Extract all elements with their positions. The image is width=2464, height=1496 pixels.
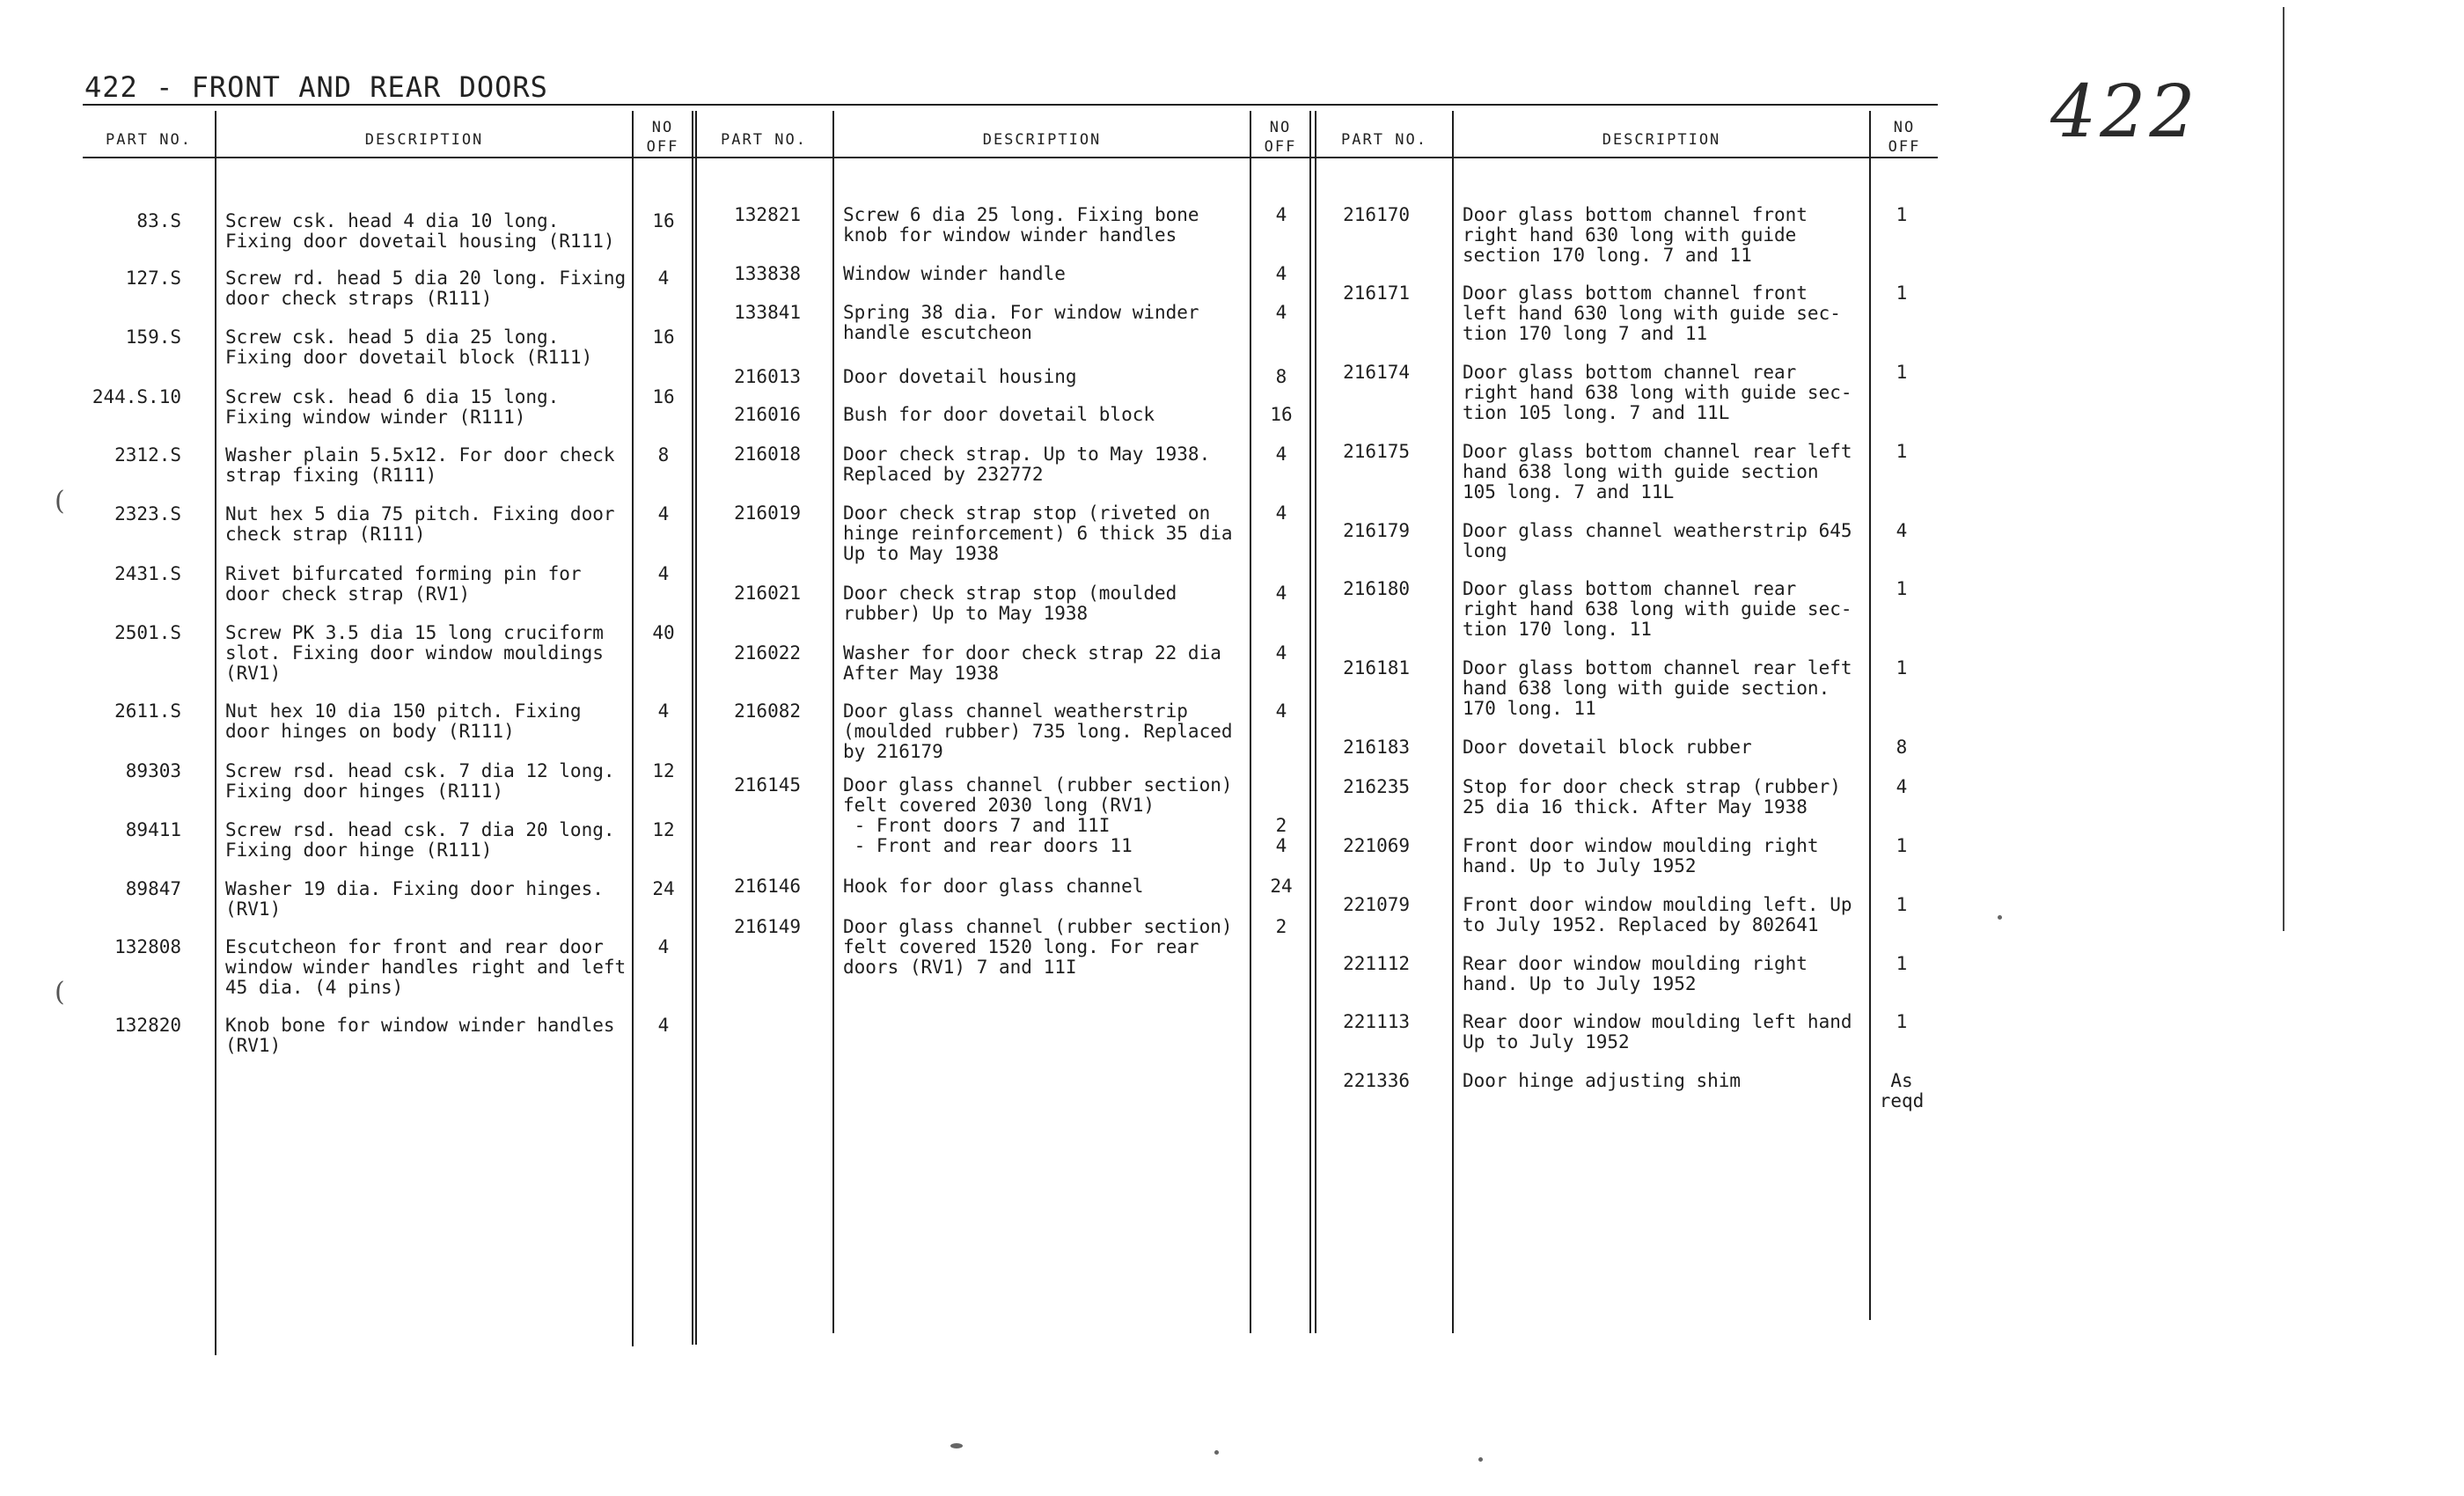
part-number: 216019 bbox=[734, 502, 801, 524]
quantity: 1 bbox=[1896, 953, 1908, 974]
quantity: 4 bbox=[657, 1015, 670, 1036]
quantity: 4 bbox=[657, 936, 670, 957]
part-description: Stop for door check strap (rubber) bbox=[1463, 776, 1841, 797]
part-description: hand. Up to July 1952 bbox=[1463, 973, 1697, 994]
part-description: section 170 long. 7 and 11 bbox=[1463, 245, 1752, 266]
part-description: Spring 38 dia. For window winder bbox=[843, 302, 1199, 323]
part-description: tion 170 long. 11 bbox=[1463, 619, 1652, 640]
part-description: Fixing window winder (R111) bbox=[225, 407, 526, 428]
part-description: Fixing door hinges (R111) bbox=[225, 781, 504, 802]
part-description: door check strap (RV1) bbox=[225, 583, 471, 605]
quantity: 4 bbox=[1896, 520, 1908, 541]
part-description: - Front doors 7 and 11I bbox=[843, 815, 1111, 836]
handwritten-page-number: 422 bbox=[2050, 70, 2199, 154]
part-description: Screw csk. head 6 dia 15 long. bbox=[225, 386, 560, 407]
part-description: - Front and rear doors 11 bbox=[843, 835, 1133, 856]
quantity: 1 bbox=[1896, 1011, 1908, 1032]
part-number: 83.S bbox=[136, 210, 181, 231]
quantity: 16 bbox=[1270, 404, 1293, 425]
column-divider bbox=[1452, 111, 1454, 1333]
quantity: 1 bbox=[1896, 441, 1908, 462]
quantity: 40 bbox=[652, 622, 675, 643]
header-no-off: OFF bbox=[1264, 138, 1297, 156]
quantity: 4 bbox=[1275, 302, 1287, 323]
part-description: (RV1) bbox=[225, 1035, 282, 1056]
column-divider bbox=[1315, 111, 1316, 1333]
part-description: Washer 19 dia. Fixing door hinges. bbox=[225, 878, 604, 899]
part-description: Door glass bottom channel rear left bbox=[1463, 441, 1852, 462]
quantity: 1 bbox=[1896, 204, 1908, 225]
quantity: 8 bbox=[657, 444, 670, 466]
scan-speck bbox=[1214, 1450, 1219, 1455]
part-number: 133841 bbox=[734, 302, 801, 323]
part-description: Window winder handle bbox=[843, 263, 1066, 284]
part-description: felt covered 1520 long. For rear bbox=[843, 936, 1199, 957]
part-description: Door glass channel (rubber section) bbox=[843, 916, 1233, 937]
part-description: Rivet bifurcated forming pin for bbox=[225, 563, 582, 584]
part-description: handle escutcheon bbox=[843, 322, 1032, 343]
part-number: 216146 bbox=[734, 876, 801, 897]
part-number: 89303 bbox=[125, 760, 181, 781]
part-description: Screw rsd. head csk. 7 dia 20 long. bbox=[225, 819, 615, 840]
page-edge-line bbox=[2283, 7, 2284, 931]
quantity: reqd bbox=[1879, 1090, 1925, 1111]
header-rule bbox=[83, 157, 1938, 158]
quantity: 12 bbox=[652, 819, 675, 840]
page-title: 422 - FRONT AND REAR DOORS bbox=[84, 70, 548, 104]
part-description: 25 dia 16 thick. After May 1938 bbox=[1463, 796, 1808, 818]
column-divider bbox=[1250, 111, 1251, 1333]
quantity: 4 bbox=[1896, 776, 1908, 797]
part-description: Rear door window moulding left hand bbox=[1463, 1011, 1852, 1032]
part-number: 132820 bbox=[114, 1015, 181, 1036]
part-description: window winder handles right and left bbox=[225, 957, 627, 978]
part-description: Nut hex 5 dia 75 pitch. Fixing door bbox=[225, 503, 615, 524]
quantity: 1 bbox=[1896, 282, 1908, 304]
header-no-off: OFF bbox=[1888, 138, 1921, 156]
part-number: 216235 bbox=[1343, 776, 1410, 797]
part-number: 221113 bbox=[1343, 1011, 1410, 1032]
part-description: Door dovetail housing bbox=[843, 366, 1077, 387]
header-no-off: NO bbox=[1893, 119, 1916, 136]
part-number: 216013 bbox=[734, 366, 801, 387]
part-number: 216082 bbox=[734, 700, 801, 722]
part-description: doors (RV1) 7 and 11I bbox=[843, 957, 1077, 978]
scan-speck bbox=[1998, 915, 2002, 920]
part-description: check strap (R111) bbox=[225, 524, 426, 545]
quantity: 16 bbox=[652, 386, 675, 407]
quantity: 1 bbox=[1896, 835, 1908, 856]
quantity: As bbox=[1890, 1070, 1913, 1091]
column-divider bbox=[692, 111, 693, 1345]
part-description: to July 1952. Replaced by 802641 bbox=[1463, 914, 1819, 935]
scan-mark: ( bbox=[55, 486, 65, 517]
header-description: DESCRIPTION bbox=[364, 131, 484, 149]
part-description: Bush for door dovetail block bbox=[843, 404, 1155, 425]
part-number: 216171 bbox=[1343, 282, 1410, 304]
quantity: 2 bbox=[1275, 916, 1287, 937]
quantity: 16 bbox=[652, 210, 675, 231]
quantity: 8 bbox=[1275, 366, 1287, 387]
quantity: 4 bbox=[657, 563, 670, 584]
part-description: Screw rsd. head csk. 7 dia 12 long. bbox=[225, 760, 615, 781]
column-divider bbox=[1309, 111, 1311, 1333]
scan-speck bbox=[950, 1443, 963, 1448]
part-number: 216180 bbox=[1343, 578, 1410, 599]
part-number: 89847 bbox=[125, 878, 181, 899]
quantity: 16 bbox=[652, 326, 675, 348]
part-number: 216149 bbox=[734, 916, 801, 937]
part-number: 216175 bbox=[1343, 441, 1410, 462]
column-divider bbox=[632, 111, 634, 1346]
part-description: 105 long. 7 and 11L bbox=[1463, 481, 1675, 502]
part-number: 216183 bbox=[1343, 737, 1410, 758]
part-number: 221336 bbox=[1343, 1070, 1410, 1091]
quantity: 4 bbox=[1275, 835, 1287, 856]
part-description: Screw csk. head 5 dia 25 long. bbox=[225, 326, 560, 348]
title-underline bbox=[83, 104, 1938, 106]
part-description: hand. Up to July 1952 bbox=[1463, 855, 1697, 876]
part-number: 2431.S bbox=[114, 563, 181, 584]
part-description: long bbox=[1463, 540, 1507, 561]
part-description: Nut hex 10 dia 150 pitch. Fixing bbox=[225, 700, 582, 722]
part-number: 216022 bbox=[734, 642, 801, 664]
part-description: 170 long. 11 bbox=[1463, 698, 1596, 719]
part-description: Fixing door dovetail block (R111) bbox=[225, 347, 593, 368]
part-number: 216170 bbox=[1343, 204, 1410, 225]
part-description: right hand 630 long with guide bbox=[1463, 224, 1797, 246]
part-description: felt covered 2030 long (RV1) bbox=[843, 795, 1155, 816]
quantity: 1 bbox=[1896, 362, 1908, 383]
part-description: Door glass channel weatherstrip 645 bbox=[1463, 520, 1852, 541]
part-description: door check straps (R111) bbox=[225, 288, 493, 309]
part-description: Up to May 1938 bbox=[843, 543, 1000, 564]
header-no-off: NO bbox=[1269, 119, 1292, 136]
part-description: Door glass bottom channel rear left bbox=[1463, 657, 1852, 678]
part-number: 2323.S bbox=[114, 503, 181, 524]
part-description: 45 dia. (4 pins) bbox=[225, 977, 404, 998]
part-description: Fixing door hinge (R111) bbox=[225, 840, 493, 861]
part-number: 216018 bbox=[734, 444, 801, 465]
part-description: (moulded rubber) 735 long. Replaced bbox=[843, 721, 1233, 742]
part-description: Door glass bottom channel rear bbox=[1463, 578, 1797, 599]
part-description: Up to July 1952 bbox=[1463, 1031, 1630, 1052]
part-description: tion 105 long. 7 and 11L bbox=[1463, 402, 1730, 423]
part-number: 221069 bbox=[1343, 835, 1410, 856]
part-description: rubber) Up to May 1938 bbox=[843, 603, 1089, 624]
part-number: 159.S bbox=[125, 326, 181, 348]
part-description: hinge reinforcement) 6 thick 35 dia bbox=[843, 523, 1233, 544]
quantity: 24 bbox=[652, 878, 675, 899]
header-description: DESCRIPTION bbox=[1602, 131, 1721, 149]
part-number: 133838 bbox=[734, 263, 801, 284]
part-number: 216016 bbox=[734, 404, 801, 425]
part-number: 221079 bbox=[1343, 894, 1410, 915]
part-description: Washer for door check strap 22 dia bbox=[843, 642, 1221, 664]
part-description: strap fixing (R111) bbox=[225, 465, 437, 486]
part-description: Door dovetail block rubber bbox=[1463, 737, 1752, 758]
quantity: 4 bbox=[1275, 444, 1287, 465]
part-number: 244.S.10 bbox=[92, 386, 181, 407]
quantity: 4 bbox=[1275, 204, 1287, 225]
part-number: 2501.S bbox=[114, 622, 181, 643]
part-number: 216181 bbox=[1343, 657, 1410, 678]
part-description: hand 638 long with guide section bbox=[1463, 461, 1819, 482]
part-description: hand 638 long with guide section. bbox=[1463, 678, 1830, 699]
part-description: right hand 638 long with guide sec- bbox=[1463, 598, 1852, 620]
part-description: Screw csk. head 4 dia 10 long. bbox=[225, 210, 560, 231]
column-divider bbox=[215, 111, 216, 1355]
part-description: Front door window moulding left. Up bbox=[1463, 894, 1852, 915]
part-description: Door hinge adjusting shim bbox=[1463, 1070, 1742, 1091]
quantity: 4 bbox=[1275, 583, 1287, 604]
part-description: Fixing door dovetail housing (R111) bbox=[225, 231, 615, 252]
quantity: 12 bbox=[652, 760, 675, 781]
part-number: 216145 bbox=[734, 774, 801, 796]
quantity: 4 bbox=[1275, 642, 1287, 664]
quantity: 4 bbox=[1275, 263, 1287, 284]
part-number: 132808 bbox=[114, 936, 181, 957]
header-part-no: PART NO. bbox=[1341, 131, 1427, 149]
quantity: 1 bbox=[1896, 657, 1908, 678]
quantity: 2 bbox=[1275, 815, 1287, 836]
part-description: Escutcheon for front and rear door bbox=[225, 936, 604, 957]
header-no-off: NO bbox=[651, 119, 674, 136]
quantity: 1 bbox=[1896, 894, 1908, 915]
part-description: Knob bone for window winder handles bbox=[225, 1015, 615, 1036]
part-description: left hand 630 long with guide sec- bbox=[1463, 303, 1841, 324]
part-description: Door glass bottom channel front bbox=[1463, 282, 1808, 304]
quantity: 8 bbox=[1896, 737, 1908, 758]
part-description: (RV1) bbox=[225, 663, 282, 684]
part-description: (RV1) bbox=[225, 898, 282, 920]
part-number: 216174 bbox=[1343, 362, 1410, 383]
part-number: 216179 bbox=[1343, 520, 1410, 541]
part-number: 89411 bbox=[125, 819, 181, 840]
quantity: 4 bbox=[657, 503, 670, 524]
part-description: Front door window moulding right bbox=[1463, 835, 1819, 856]
part-description: door hinges on body (R111) bbox=[225, 721, 515, 742]
part-number: 2611.S bbox=[114, 700, 181, 722]
part-description: Replaced by 232772 bbox=[843, 464, 1044, 485]
column-divider bbox=[832, 111, 834, 1333]
part-description: After May 1938 bbox=[843, 663, 1000, 684]
part-description: right hand 638 long with guide sec- bbox=[1463, 382, 1852, 403]
column-divider bbox=[695, 111, 697, 1345]
part-description: Door check strap stop (riveted on bbox=[843, 502, 1211, 524]
header-part-no: PART NO. bbox=[106, 131, 192, 149]
quantity: 4 bbox=[1275, 700, 1287, 722]
part-number: 216021 bbox=[734, 583, 801, 604]
part-number: 132821 bbox=[734, 204, 801, 225]
part-number: 221112 bbox=[1343, 953, 1410, 974]
scan-mark: ( bbox=[55, 977, 65, 1008]
part-number: 2312.S bbox=[114, 444, 181, 466]
part-description: Door glass channel (rubber section) bbox=[843, 774, 1233, 796]
part-description: Washer plain 5.5x12. For door check bbox=[225, 444, 615, 466]
quantity: 24 bbox=[1270, 876, 1293, 897]
quantity: 4 bbox=[1275, 502, 1287, 524]
part-description: Door glass bottom channel front bbox=[1463, 204, 1808, 225]
part-description: Screw PK 3.5 dia 15 long cruciform bbox=[225, 622, 604, 643]
part-description: Screw rd. head 5 dia 20 long. Fixing bbox=[225, 268, 627, 289]
part-description: Hook for door glass channel bbox=[843, 876, 1144, 897]
header-description: DESCRIPTION bbox=[982, 131, 1102, 149]
part-description: knob for window winder handles bbox=[843, 224, 1177, 246]
quantity: 1 bbox=[1896, 578, 1908, 599]
quantity: 4 bbox=[657, 700, 670, 722]
part-description: Door glass bottom channel rear bbox=[1463, 362, 1797, 383]
part-description: Screw 6 dia 25 long. Fixing bone bbox=[843, 204, 1199, 225]
part-number: 127.S bbox=[125, 268, 181, 289]
part-description: Door glass channel weatherstrip bbox=[843, 700, 1188, 722]
part-description: Rear door window moulding right bbox=[1463, 953, 1808, 974]
part-description: slot. Fixing door window mouldings bbox=[225, 642, 604, 664]
header-no-off: OFF bbox=[646, 138, 679, 156]
part-description: tion 170 long 7 and 11 bbox=[1463, 323, 1708, 344]
quantity: 4 bbox=[657, 268, 670, 289]
header-part-no: PART NO. bbox=[721, 131, 807, 149]
part-description: by 216179 bbox=[843, 741, 943, 762]
part-description: Door check strap. Up to May 1938. bbox=[843, 444, 1211, 465]
scan-speck bbox=[1478, 1457, 1483, 1462]
part-description: Door check strap stop (moulded bbox=[843, 583, 1177, 604]
